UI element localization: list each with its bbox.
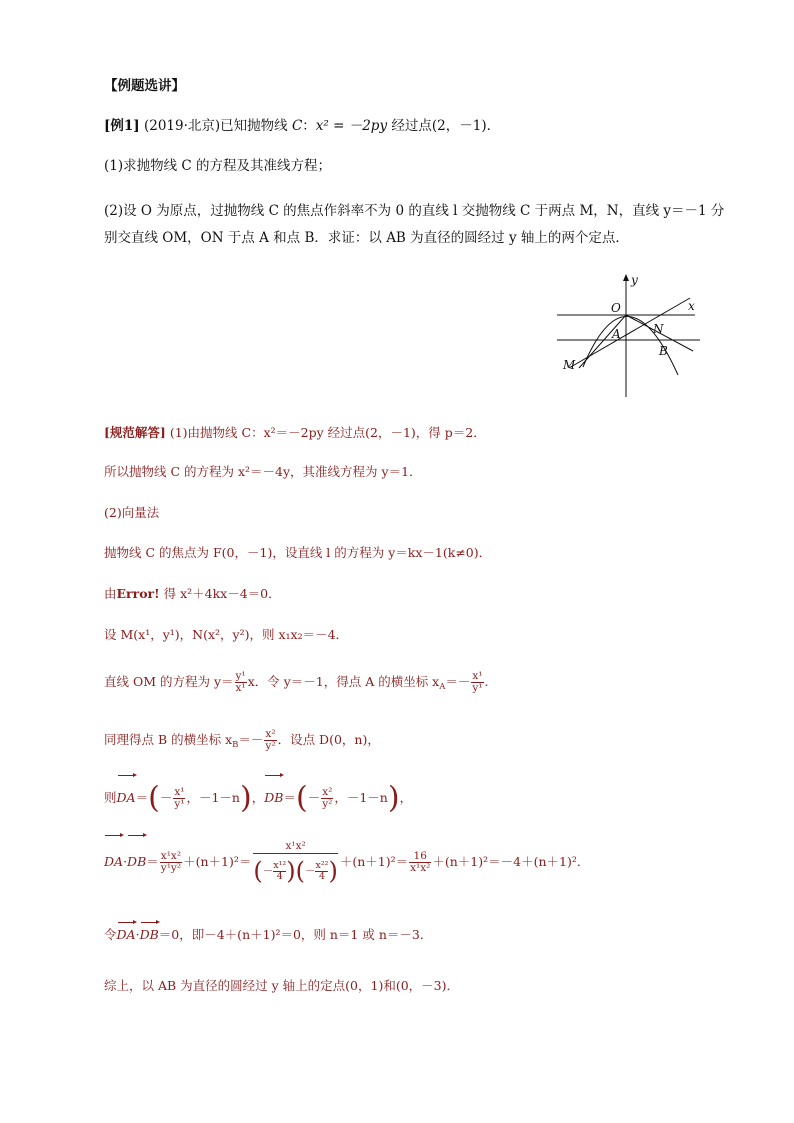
s5-pre: 由 — [104, 586, 117, 601]
s7-sub: A — [439, 682, 446, 692]
s5-post: 得 x²＋4kx－4＝0． — [159, 586, 281, 601]
frac-den: x¹x² — [410, 862, 431, 874]
vector-DB-3: DB — [140, 925, 159, 945]
solution-step-8 — [104, 722, 380, 763]
label-N: N — [653, 322, 664, 336]
solution-s1-text: (1)由抛物线 C：x²＝－2py 经过点(2，－1)，得 p＝2． — [169, 425, 486, 440]
frac-num: x¹ — [174, 786, 185, 798]
solution-step-5 — [104, 584, 281, 604]
frac-den: x¹ — [235, 682, 246, 694]
s7-end: . — [484, 674, 489, 689]
fraction-x2-y2-b — [321, 787, 333, 810]
s9-e: ＝ — [283, 790, 296, 805]
s10-plus1: ＋(n＋1)²＝ — [183, 854, 252, 869]
parabola-figure — [555, 272, 703, 400]
solution-step-4: 抛物线 C 的焦点为 F(0，－1)，设直线 l 的方程为 y＝kx－1(k≠0)． — [104, 545, 492, 560]
paren: ) — [328, 857, 338, 885]
s9-b: ＝ — [135, 790, 149, 805]
label-M: M — [563, 358, 576, 372]
in-den: 4 — [318, 870, 325, 882]
frac-num: x² — [322, 786, 333, 798]
frac-den: y¹ — [174, 798, 185, 810]
label-B: B — [659, 344, 668, 358]
in-num: x²² — [315, 859, 329, 871]
minus: － — [262, 865, 274, 877]
s9-a: 则 — [104, 790, 117, 805]
frac-den: y² — [322, 798, 333, 810]
s9-minus: － — [159, 790, 173, 805]
cfrac-den — [253, 854, 337, 886]
vector-DB-2: DB — [127, 838, 146, 886]
s9-g: ， — [399, 790, 413, 805]
solution-step-1 — [104, 423, 486, 443]
solution-step-10 — [104, 838, 589, 886]
frac-num: x¹x² — [160, 850, 182, 862]
part-2-line-1: (2)设 O 为原点，过抛物线 C 的焦点作斜率不为 0 的直线 l 交抛物线 C 于两点 M，N，直线 y＝－1 分 — [104, 203, 725, 219]
example-stem-colon: ： — [302, 118, 316, 134]
paren-open-2: ( — [295, 780, 308, 816]
section-title: 【例题选讲】 — [104, 78, 185, 94]
example-stem-pre: 已知抛物线 — [220, 118, 292, 134]
s7-pre: 直线 OM 的方程为 y＝ — [104, 674, 234, 689]
solution-step-2: 所以抛物线 C 的方程为 x²＝－4y，其准线方程为 y＝1． — [104, 464, 422, 479]
cfrac-num: x¹x² — [253, 839, 337, 854]
example-source: (2019·北京) — [143, 118, 221, 134]
frac-num: 16 — [409, 851, 431, 863]
fraction-x2-y2 — [264, 729, 276, 752]
vector-DA: DA — [117, 778, 136, 818]
s8-post: ．设点 D(0，n)， — [277, 732, 380, 747]
s10-eq: ＝ — [146, 854, 159, 869]
example-stem-c: C — [291, 118, 303, 134]
solution-step-12: 综上，以 AB 为直径的圆经过 y 轴上的定点(0，1)和(0，－3)． — [104, 978, 459, 993]
part-1: (1)求抛物线 C 的方程及其准线方程； — [104, 158, 332, 174]
line-OM — [579, 315, 626, 368]
vector-DB: DB — [264, 778, 283, 818]
fraction-x1x2-y1y2 — [160, 851, 182, 874]
frac-num: y¹ — [235, 670, 246, 682]
fraction-x1-y1-b — [173, 787, 185, 810]
frac-den: y¹y² — [160, 862, 182, 874]
paren: ) — [286, 857, 296, 885]
in-den: 4 — [276, 870, 283, 882]
fraction-x1-y1 — [471, 671, 483, 694]
fraction-16 — [409, 851, 431, 874]
solution-step-7 — [104, 664, 489, 705]
s8-sub: B — [232, 740, 239, 750]
s7-eq: ＝－ — [445, 674, 471, 689]
s8-pre: 同理得点 B 的横坐标 x — [104, 732, 233, 747]
s10-plus2: ＋(n＋1)²＝ — [339, 854, 409, 869]
solution-step-3: (2)向量法 — [104, 505, 160, 520]
vector-DA-2: DA — [104, 838, 123, 886]
error-text: Error! — [116, 586, 160, 601]
s7-mid: x．令 y＝－1，得点 A 的横坐标 x — [247, 674, 440, 689]
vector-DA-3: DA — [117, 925, 136, 945]
frac-den: y¹ — [472, 682, 483, 694]
solution-step-6: 设 M(x¹，y¹)，N(x²，y²)，则 x₁x₂＝－4． — [104, 627, 349, 642]
paren-open: ( — [148, 780, 160, 816]
example-equation: x² = －2py — [315, 118, 388, 134]
s11-pre: 令 — [104, 927, 117, 942]
s11-post: ＝0，即－4＋(n＋1)²＝0，则 n＝1 或 n＝－3． — [158, 927, 433, 942]
inner-frac-1 — [273, 861, 286, 882]
solution-step-9 — [104, 778, 412, 818]
label-y: y — [631, 273, 638, 287]
s9-f: ，－1－n — [334, 790, 388, 805]
label-O: O — [611, 301, 621, 315]
label-x: x — [688, 299, 695, 313]
minus: － — [304, 865, 316, 877]
dot: · — [123, 854, 128, 869]
paren-close: ) — [240, 780, 252, 816]
s9-d: ， — [251, 790, 265, 805]
s9-minus-2: － — [307, 790, 321, 805]
s9-c: ，－1－n — [186, 790, 240, 805]
example-stem-post: 经过点(2，－1)． — [387, 118, 501, 134]
in-num: x¹² — [273, 859, 287, 871]
compound-fraction — [253, 839, 337, 886]
label-A: A — [612, 327, 621, 341]
paren: ( — [295, 857, 305, 885]
example-tag: [例1] — [104, 118, 140, 134]
solution-step-11 — [104, 925, 432, 945]
frac-den: y² — [265, 740, 276, 752]
dot: · — [135, 927, 140, 942]
paren-close-2: ) — [387, 780, 400, 816]
example-stem — [104, 116, 500, 136]
solution-tag: [规范解答] — [104, 425, 166, 440]
frac-num: x² — [265, 728, 276, 740]
s8-eq: ＝－ — [238, 732, 264, 747]
inner-frac-2 — [315, 861, 328, 882]
s10-tail: ＋(n＋1)²＝－4＋(n＋1)²． — [432, 854, 590, 869]
fraction-y1-x1 — [235, 671, 247, 694]
frac-num: x¹ — [472, 670, 483, 682]
line-l — [569, 298, 690, 368]
y-axis-arrow — [623, 274, 629, 281]
part-2-line-2: 别交直线 OM，ON 于点 A 和点 B．求证：以 AB 为直径的圆经过 y 轴上的两个定点． — [104, 230, 629, 246]
paren: ( — [253, 857, 263, 885]
